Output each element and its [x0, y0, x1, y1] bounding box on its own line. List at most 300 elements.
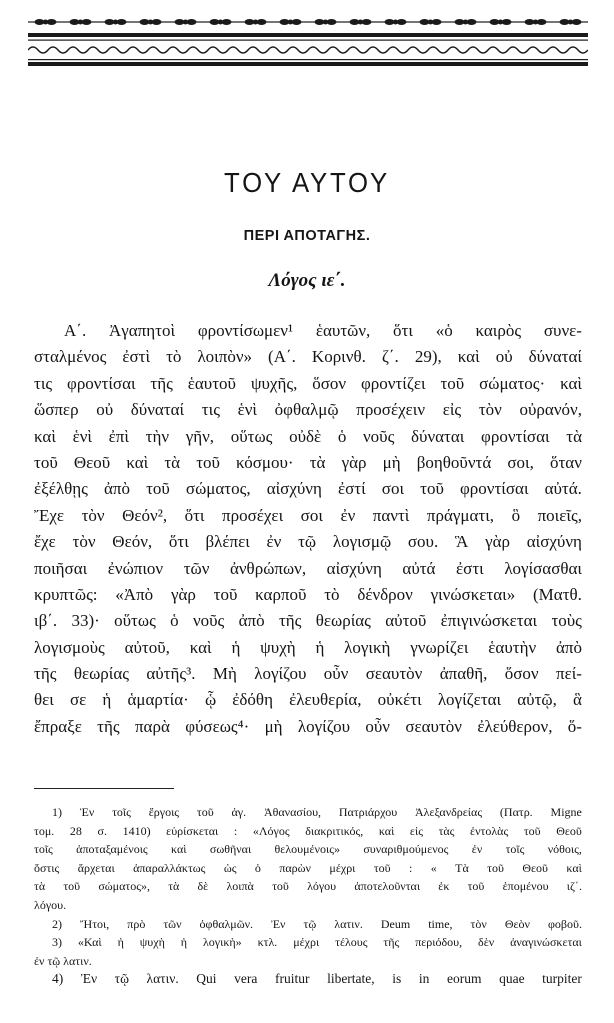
word: οὕτως: [114, 611, 156, 631]
word: ἐστί: [337, 479, 366, 499]
word: ὁ: [170, 611, 179, 631]
text-line: [34, 687, 582, 713]
floral-motif: [168, 19, 203, 25]
word: eorum: [446, 971, 482, 987]
word: σοι: [381, 479, 405, 499]
word: turpiter: [542, 971, 582, 987]
floral-motif: [28, 19, 63, 25]
word: ἐλευθερία,: [289, 690, 362, 710]
word: τὰ: [566, 426, 582, 446]
word: αὐτῆς³.: [146, 664, 196, 684]
floral-motif: [203, 19, 238, 25]
word: καὶ: [457, 347, 480, 367]
word: τοῦ: [63, 879, 81, 894]
word: ἀπαθῆ,: [439, 664, 488, 684]
word: Migne: [550, 805, 582, 819]
word: τὸν: [478, 400, 502, 420]
word: γὰρ: [485, 532, 510, 552]
word: ἀπὸ: [238, 611, 265, 631]
word: δὲν: [478, 935, 495, 950]
word: «Λόγος: [252, 823, 290, 838]
floral-motif: [133, 19, 168, 25]
word: σεαυτὸν: [365, 664, 423, 684]
word: παντὶ: [372, 505, 410, 525]
word: τὸ: [166, 347, 182, 367]
word: Ἤτοι,: [80, 916, 110, 931]
word: ἄρχεται: [77, 860, 115, 875]
word: ἀπὸ: [103, 479, 130, 499]
word: τοῦ: [373, 860, 391, 875]
word: τῶν: [183, 558, 210, 578]
word: σε: [69, 690, 87, 710]
word: διακριτικός,: [305, 823, 364, 838]
word: τὴν: [145, 426, 170, 446]
word: καιρὸς: [475, 321, 522, 340]
word: Θεοῦ: [556, 823, 582, 838]
word: Θεοῦ: [522, 860, 548, 875]
word: θελουμένοις»: [274, 842, 340, 857]
word: ἐστὶ: [122, 347, 151, 367]
word: ὥσπερ: [34, 400, 79, 420]
word: in: [418, 971, 430, 987]
word: ἑνὶ: [72, 426, 92, 446]
footnote-line: [34, 859, 582, 878]
footnote-line: ἐν τῷ λατιν.: [34, 953, 92, 968]
word: ὅστις: [34, 860, 60, 875]
word: τῷ: [114, 971, 129, 987]
word: λατιν.: [334, 916, 363, 931]
floral-motif: [483, 19, 518, 25]
word: ὃ: [511, 505, 521, 525]
word: (Α΄.: [268, 347, 296, 367]
word: Ἐν: [271, 916, 286, 931]
floral-motif: [378, 19, 413, 25]
floral-motif: [518, 19, 553, 25]
word: Ἀθανασίου,: [263, 805, 322, 819]
word: λοιπὸν»: [197, 347, 253, 367]
word: ἐνώπιον: [107, 558, 164, 578]
word: βλέπει: [205, 532, 250, 552]
word: 29),: [414, 347, 442, 367]
word: ἡ: [231, 637, 241, 657]
word: θει: [34, 690, 54, 710]
word: συνε-: [543, 321, 582, 340]
word: «: [430, 860, 437, 875]
word: οὐρανόν,: [519, 400, 582, 420]
word: ἀποτελοῦνται: [354, 879, 421, 894]
word: Ἐν: [79, 805, 95, 819]
word: «ὁ: [435, 321, 453, 340]
word: τοῖς: [34, 842, 53, 857]
word: τοῦ: [213, 584, 238, 604]
word: καρποῦ: [255, 584, 307, 604]
word: ἡ: [102, 690, 112, 710]
text-line: [34, 556, 582, 582]
word: αἰσχύνη: [326, 558, 382, 578]
word: θεωρίας: [73, 664, 129, 684]
word: λόγου: [307, 879, 337, 894]
word: δύναταί: [130, 400, 185, 420]
word: τέλους: [335, 935, 368, 950]
word: ἐπὶ: [108, 426, 129, 446]
floral-ornament-row: [28, 19, 588, 25]
word: λογίζου: [297, 716, 351, 736]
word: σεαυτὸν: [405, 716, 462, 736]
word: τὸ: [324, 584, 340, 604]
word: Ἃ: [454, 532, 469, 552]
word: τὰ: [309, 452, 326, 472]
text-line: [34, 661, 582, 687]
word: τοὺς: [551, 611, 582, 631]
word: εἰς: [409, 823, 423, 838]
text-line: [34, 371, 582, 397]
word: ἐστι: [456, 558, 484, 578]
word: οὖν: [323, 664, 349, 684]
word: ὅσον: [312, 373, 347, 393]
word: Deum: [380, 916, 411, 931]
word: σταλμένος: [34, 347, 107, 367]
word: καὶ: [378, 823, 395, 838]
word: τὰ: [164, 452, 181, 472]
word: (Ματθ.: [533, 584, 582, 604]
word: τῶν: [163, 916, 182, 931]
word: 1): [52, 805, 62, 819]
word: καὶ: [171, 842, 187, 857]
word: ὅ-: [567, 716, 582, 736]
word: ὁ: [254, 860, 261, 875]
word: Qui: [196, 971, 217, 987]
word: αὐτά: [402, 558, 436, 578]
header-rule-thin-bottom: [28, 59, 588, 60]
word: (Πατρ.: [499, 805, 533, 819]
word: σώματος,: [185, 479, 251, 499]
footnote-line: λόγου.: [34, 897, 67, 912]
word: κτλ.: [257, 935, 278, 950]
text-line: [34, 503, 582, 529]
word: συναριθμούμενος: [363, 842, 449, 857]
word: «Καὶ: [77, 935, 102, 950]
word: ἡ: [117, 935, 124, 950]
word: σώματος»,: [98, 879, 150, 894]
word: αἰσχύνη: [526, 532, 582, 552]
word: τοῦ: [146, 479, 170, 499]
section-subtitle: ΠΕΡΙ ΑΠΟΤΑΓΗΣ.: [243, 228, 371, 244]
footnote-line: [34, 970, 582, 989]
word: οὐ: [96, 400, 114, 420]
floral-motif: [63, 19, 98, 25]
header-rule-top: [28, 33, 588, 37]
word: 2): [52, 916, 62, 931]
word: ἀποταξαμένοις: [76, 842, 148, 857]
word: γῆν,: [185, 426, 215, 446]
word: ὀφθαλμῷ: [274, 400, 339, 420]
flourish-band: [28, 47, 588, 53]
word: τὰς: [438, 823, 455, 838]
word: καὶ: [560, 373, 582, 393]
word: ἃ: [573, 690, 582, 710]
word: fruitur: [274, 971, 310, 987]
text-line: [34, 714, 582, 740]
text-line: [34, 529, 582, 555]
footnote-line: [34, 803, 582, 822]
word: ἡ: [180, 935, 188, 950]
word: αὐτοῦ: [385, 611, 427, 631]
word: δύναται: [411, 426, 465, 446]
word: ἀνθρώπων,: [229, 558, 307, 578]
word: θεωρίας: [315, 611, 371, 631]
word: παρὰ: [134, 716, 170, 736]
word: ψυχὴ: [260, 637, 296, 657]
word: λογίζεται: [437, 690, 502, 710]
text-line: [34, 608, 582, 634]
footnote-line: [34, 822, 582, 841]
word: πρὸ: [127, 916, 146, 931]
text-line: [34, 582, 582, 608]
word: φροντίζει: [360, 373, 426, 393]
discourse-heading: Λόγος ιε΄.: [268, 270, 346, 291]
word: libertate,: [327, 971, 375, 987]
word: ἐν: [471, 842, 483, 857]
word: ὁ: [337, 426, 347, 446]
word: τις: [201, 400, 220, 420]
page-title: ΤΟΥ ΑΥΤΟΥ: [224, 167, 390, 198]
word: δένδρον: [357, 584, 413, 604]
word: Θεὸν: [504, 916, 530, 931]
text-line: [34, 635, 582, 661]
word: καὶ: [126, 452, 149, 472]
word: τοῦ: [196, 452, 220, 472]
word: ὅταν: [549, 452, 582, 472]
main-text: [34, 318, 582, 740]
footnote-line: [34, 915, 582, 934]
word: ἐν: [340, 505, 356, 525]
word: ἐντολὰς: [470, 823, 509, 838]
word: κόσμου·: [236, 452, 294, 472]
word: ὅσον: [504, 664, 539, 684]
word: καὶ: [34, 426, 56, 446]
floral-motif: [413, 19, 448, 25]
word: προσέχει: [222, 505, 284, 525]
floral-motif: [273, 19, 308, 25]
word: τῆς: [150, 373, 173, 393]
floral-motif: [98, 19, 133, 25]
word: σωθῆναι: [209, 842, 252, 857]
word: ἑνὶ: [237, 400, 257, 420]
word: σου.: [407, 532, 439, 552]
word: γινώσκεται»: [430, 584, 516, 604]
word: τοῦ: [440, 373, 465, 393]
word: ἐπιγινώσκεται: [440, 611, 538, 631]
word: φροντίσαι: [459, 479, 529, 499]
word: ἐκ: [438, 879, 450, 894]
text-line: [34, 424, 582, 450]
word: Μὴ: [212, 664, 237, 684]
word: σοι,: [507, 452, 534, 472]
word: :: [408, 860, 413, 875]
word: ἁγ.: [231, 805, 247, 819]
floral-motif: [308, 19, 343, 25]
word: 28: [69, 823, 82, 838]
word: μὴ: [264, 716, 283, 736]
word: Ἐν: [80, 971, 98, 987]
word: αἰσχύνη: [266, 479, 322, 499]
word: τοῦ: [272, 879, 289, 894]
word: φύσεως⁴·: [185, 716, 250, 736]
word: ἁμαρτία·: [127, 690, 189, 710]
word: τὸν: [72, 532, 96, 552]
floral-motif: [553, 19, 588, 25]
word: quae: [499, 971, 525, 987]
header-rule-bottom: [28, 62, 588, 66]
word: Θεοῦ: [73, 452, 111, 472]
word: μέχρι: [293, 935, 320, 950]
word: λοιπὰ: [226, 879, 254, 894]
word: τὰ: [168, 879, 180, 894]
word: ιβ΄.: [34, 611, 58, 631]
text-line: [34, 344, 582, 370]
word: νοῦς: [363, 426, 395, 446]
word: φροντίσαι: [67, 373, 136, 393]
word: τοῖς: [505, 842, 525, 857]
word: ἔργοις: [148, 805, 180, 819]
word: Ἔχε: [34, 505, 65, 525]
word: ἑαυτοῦ: [187, 373, 236, 393]
word: τοῖς: [112, 805, 131, 819]
word: Ἀλεξανδρείας: [414, 805, 483, 819]
word: λογισμῷ: [332, 532, 392, 552]
word: ἑπομένου: [502, 879, 549, 894]
word: τῷ: [298, 532, 317, 552]
word: Ἀγαπητοὶ: [108, 321, 176, 340]
word: προσέχειν: [356, 400, 426, 420]
word: σ.: [97, 823, 107, 838]
word: ἔπραξε: [34, 716, 82, 736]
footnotes: [34, 803, 582, 989]
word: οὐ: [495, 347, 513, 367]
word: ὅτι: [184, 505, 205, 525]
word: εὑρίσκεται: [166, 823, 219, 838]
word: ἐν: [266, 532, 282, 552]
word: ἑαυτῶν,: [315, 321, 371, 340]
word: τοῦ: [196, 805, 214, 819]
word: οὐκέτι: [377, 690, 422, 710]
word: φοβοῦ.: [547, 916, 582, 931]
word: εἰς: [442, 400, 462, 420]
floral-motif: [238, 19, 273, 25]
word: Θεόν²,: [122, 505, 168, 525]
text-line: [34, 450, 582, 476]
word: Α΄.: [64, 321, 87, 340]
word: νόθοις,: [547, 842, 582, 857]
word: αὐτά.: [544, 479, 582, 499]
word: ἑαυτὴν: [488, 637, 537, 657]
word: σώματος·: [479, 373, 546, 393]
word: γὰρ: [170, 584, 196, 604]
word: λογικὴ: [344, 637, 391, 657]
word: ἀναγινώσκεται: [510, 935, 582, 950]
text-line: [34, 476, 582, 502]
word: ἀπαραλλάκτως: [133, 860, 206, 875]
text-line: [34, 397, 582, 423]
footnote-line: [34, 877, 582, 896]
word: πράγματι,: [426, 505, 495, 525]
word: λογισμοὺς: [34, 637, 105, 657]
word: σοι: [300, 505, 323, 525]
word: ποιῆσαι: [34, 558, 88, 578]
word: τὸν: [81, 505, 105, 525]
word: φροντίσαι: [481, 426, 550, 446]
word: τοῦ: [467, 879, 485, 894]
word: 1410): [122, 823, 151, 838]
word: :: [233, 823, 238, 838]
word: τις: [34, 373, 53, 393]
word: λογίσασθαι: [504, 558, 582, 578]
word: ἐδόθη: [232, 690, 273, 710]
footnote-line: [34, 840, 582, 859]
word: αὐτῷ,: [517, 690, 557, 710]
word: ζ΄.: [381, 347, 399, 367]
word: ἡ: [315, 637, 325, 657]
word: πεί-: [555, 664, 582, 684]
word: βοηθοῦντά: [416, 452, 492, 472]
word: τοῦ: [523, 823, 541, 838]
word: ὅτι: [393, 321, 413, 340]
word: κρυπτῶς:: [34, 584, 98, 604]
word: τῆς: [278, 611, 302, 631]
word: is: [392, 971, 402, 987]
word: 3): [52, 935, 62, 950]
word: «Ἀπὸ: [115, 584, 154, 604]
word: τῆς: [97, 716, 120, 736]
word: Πατριάρχου: [338, 805, 398, 819]
floral-motif: [448, 19, 483, 25]
word: τοῦ: [420, 479, 444, 499]
word: λογίζου: [254, 664, 307, 684]
word: τῷ: [303, 916, 317, 931]
word: δὲ: [197, 879, 209, 894]
word: λατιν.: [146, 971, 179, 987]
word: ᾧ: [204, 690, 217, 710]
word: vera: [234, 971, 258, 987]
word: ψυχὴ: [139, 935, 165, 950]
word: 4): [52, 971, 64, 987]
word: καὶ: [566, 860, 582, 875]
word: μέχρι: [329, 860, 356, 875]
word: τομ.: [34, 823, 55, 838]
word: ἀπὸ: [555, 637, 582, 657]
word: 33)·: [71, 611, 100, 631]
word: οὐδὲ: [289, 426, 322, 446]
word: γὰρ: [341, 452, 367, 472]
word: οὕτως: [230, 426, 273, 446]
word: οὖν: [365, 716, 390, 736]
word: αὐτοῦ,: [124, 637, 170, 657]
word: περιόδου,: [415, 935, 463, 950]
word: ἐξέλθῃς: [34, 479, 88, 499]
word: ψυχῆς,: [250, 373, 298, 393]
word: τὰ: [34, 879, 46, 894]
word: Κορινθ.: [311, 347, 366, 367]
word: ὀφθαλμῶν.: [199, 916, 254, 931]
text-line: [34, 318, 582, 344]
word: τοῦ: [487, 860, 504, 875]
word: ποιεῖς,: [537, 505, 582, 525]
footnote-separator: [34, 788, 174, 789]
word: νοῦς: [192, 611, 225, 631]
word: τῆς: [383, 935, 400, 950]
header-rule-thin: [28, 40, 588, 41]
word: ἔχε: [34, 532, 56, 552]
